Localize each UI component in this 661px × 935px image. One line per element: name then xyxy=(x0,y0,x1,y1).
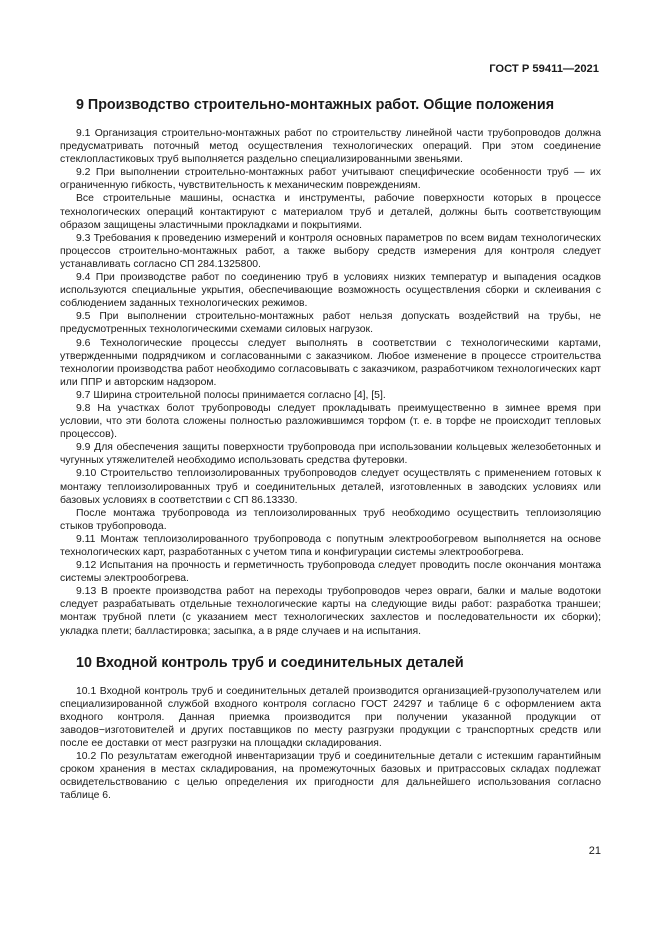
paragraph-10-2: 10.2 По результатам ежегодной инвентаризации труб и соединительные детали с истекшим гарантийным сроком хранения в местах складирования, на промежуточных базовых и притрассовых складах подлежат освидетельствованию с целью определения их пригодности для дальнейшего использования согласно таблице 6. xyxy=(60,751,601,802)
paragraph-9-10: 9.10 Строительство теплоизолированных трубопроводов следует осуществлять с применением готовых к монтажу теплоизолированных труб и соединительных деталей, изготовленных в заводских условиях или базовых условиях в соответствии с СП 86.13330. xyxy=(60,468,601,506)
section-9 xyxy=(60,96,601,638)
section-9-title: 9 Производство строительно-монтажных работ. Общие положения xyxy=(76,97,555,113)
paragraph-9-7: 9.7 Ширина строительной полосы принимается согласно [4], [5]. xyxy=(76,389,386,401)
paragraph-9-1: 9.1 Организация строительно-монтажных работ по строительству линейной части трубопроводов должна предусматривать поточный метод осуществления технологических операций. При этом соединение стеклопластиковых труб выполняется раздельно специализированными звеньями. xyxy=(60,128,601,166)
paragraph-9-5: 9.5 При выполнении строительно-монтажных работ нельзя допускать воздействий на трубы, не предусмотренных технологическими схемами силовых нагрузок. xyxy=(60,311,601,336)
page-number: 21 xyxy=(588,845,601,857)
paragraph-9-2: 9.2 При выполнении строительно-монтажных работ учитывают специфические особенности труб — их ограниченную гибкость, чувствительность к механическим повреждениям. xyxy=(60,167,601,192)
paragraph-9-12: 9.12 Испытания на прочность и герметичность трубопровода следует проводить после окончания монтажа системы электрообогрева. xyxy=(60,560,601,585)
document-body xyxy=(60,96,601,803)
document-code: ГОСТ Р 59411—2021 xyxy=(489,63,599,75)
paragraph-9-10-cont: После монтажа трубопровода из теплоизолированных труб необходимо осуществить теплоизоляцию стыков трубопровода. xyxy=(60,507,601,532)
paragraph-9-9: 9.9 Для обеспечения защиты поверхности трубопровода при использовании кольцевых железобетонных и чугунных утяжелителей необходимо использовать средства футеровки. xyxy=(60,442,601,467)
paragraph-9-2-cont: Все строительные машины, оснастка и инструменты, рабочие поверхности которых в процессе технологических операций контактируют с материалом труб и деталей, должны быть соответствующим образом защищены эластичными прокладками и покрытиями. xyxy=(60,193,601,231)
section-10 xyxy=(60,654,601,803)
section-10-title: 10 Входной контроль труб и соединительных деталей xyxy=(76,654,464,671)
paragraph-9-11: 9.11 Монтаж теплоизолированного трубопровода с попутным электрообогревом выполняется на основе технологических карт, разработанных с учетом типа и конфигурации системы электрообогрева. xyxy=(60,533,601,558)
paragraph-9-3: 9.3 Требования к проведению измерений и контроля основных параметров по всем видам технологических процессов строительно-монтажных работ, а также выбору средств измерения для контроля следует устанавливать согласно СП 284.1325800. xyxy=(60,232,601,270)
paragraph-9-4: 9.4 При производстве работ по соединению труб в условиях низких температур и выпадения осадков используются специальные укрытия, обеспечивающие возможность осуществления сборки и склеивания с соблюдением заданных технологических режимов. xyxy=(60,272,601,310)
paragraph-9-13: 9.13 В проекте производства работ на переходы трубопроводов через овраги, балки и малые водотоки следует разрабатывать отдельные технологические карты на следующие виды работ: разработка траншеи; монтаж трубной плети (с указанием мест технологических захлестов и последовательности их сборки); укладка плети; балластировка; засыпка, а в ряде случаев и на испытания. xyxy=(60,586,601,637)
paragraph-10-1: 10.1 Входной контроль труб и соединительных деталей производится организацией-грузополучателем или специализированной службой входного контроля согласно ГОСТ 24297 и таблице 6 с оформлением акта входного контроля. Данная приемка производится при получении указанной продукции от заводов−изготовителей и других поставщиков по месту разгрузки продукции с транспортных средств или после ее доставки от мест разгрузки на площадки складирования. xyxy=(60,685,601,750)
paragraph-9-8: 9.8 На участках болот трубопроводы следует прокладывать преимущественно в зимнее время при условии, что эти болота сложены полностью разложившимся торфом (т. е. в торфе не происходит тепловых процессов). xyxy=(60,402,601,441)
paragraph-9-6: 9.6 Технологические процессы следует выполнять в соответствии с технологическими картами, утвержденными подрядчиком и согласованными с заказчиком. Любое изменение в процессе строительства технологии производства работ необходимо согласовывать с заказчиком, разработчиком технологических карт или ППР и авторским надзором. xyxy=(60,337,601,388)
